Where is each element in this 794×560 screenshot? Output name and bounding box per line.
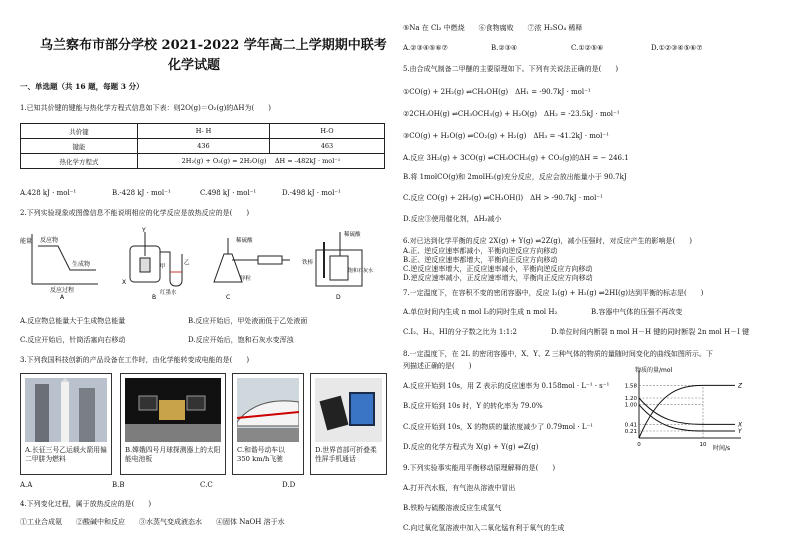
q1-option-b: B.-428 kJ · mol⁻¹ (112, 189, 171, 197)
equation-text: 2H₂(g) + O₂(g) = 2H₂O(g) (181, 157, 267, 165)
q6-option-d: D.逆反应速率减小，正反应速率增大，平衡向正反应方向移动 (403, 274, 593, 282)
table-cell: 热化学方程式 (21, 154, 138, 169)
figure-b-u-tube (122, 227, 190, 300)
q5-eq3: ③CO(g) + H₂O(g) ⇌CO₂(g) + H₂(g) ΔH₃ = -41.2kJ · mol⁻¹ (403, 132, 609, 140)
q2-option-b: B.反应开始后，甲处液面低于乙处液面 (188, 317, 308, 325)
right-column (403, 0, 778, 560)
page-title: 乌兰察布市部分学校 2021-2022 学年高二上学期期中联考 (40, 38, 387, 53)
q3-answer-a: A.A (20, 481, 33, 489)
process-label: 反应过程 (50, 287, 75, 294)
q5-eq1: ①CO(g) + 2H₂(g) ⇌CH₃OH(g) ΔH₁ = -90.7kJ · mol⁻¹ (403, 88, 591, 96)
q4-option-a: A.②③④⑤⑥⑦ (403, 44, 448, 52)
iron-rod-label: 铁棒 (302, 260, 314, 266)
label-jia: 甲 (160, 264, 166, 270)
card-caption: B.嫦娥四号月球探测器上的太阳能电池板 (125, 446, 221, 463)
q4-items-continued: ⑤Na 在 Cl₂ 中燃烧 ⑥食物腐败 ⑦浓 H₂SO₄ 稀释 (403, 24, 583, 32)
q3-answer-c: C.C (200, 481, 213, 489)
series-line-x (639, 398, 735, 424)
q5-eq2: ②2CH₃OH(g) ⇌CH₃OCH₃(g) + H₂O(g) ΔH₂ = -23.5kJ · mol⁻¹ (403, 110, 620, 118)
fig-a-label: A (60, 294, 65, 300)
series-line-y (639, 405, 735, 431)
q9-option-a: A.打开汽水瓶，有气泡从溶液中冒出 (403, 484, 516, 492)
q3-answer-d: D.D (282, 481, 296, 489)
q9-option-b: B.铁粉与硫酸溶液反应生成氢气 (403, 504, 502, 512)
red-ink-label: 红墨水 (160, 290, 177, 296)
q5-option-d: D.反应③使用催化剂，ΔH₃减小 (403, 215, 502, 223)
foldable-phone-image (315, 378, 382, 442)
q7-option-b: B.容器中气体的压强不再改变 (591, 308, 683, 316)
q4-stem: 4.下列变化过程，属于放热反应的是( ) (20, 500, 152, 508)
page-subtitle: 化学试题 (168, 58, 221, 73)
fig-b-label: B (152, 294, 157, 300)
q6-option-c: C.逆反应速率增大，正反应速率减小，平衡向逆反应方向移动 (403, 265, 593, 273)
card-caption: A.长征三号乙运载火箭用偏二甲肼为燃料 (25, 446, 107, 463)
q6-option-b: B.正、逆反应速率都增大，平衡向正反应方向移动 (403, 256, 558, 264)
table-cell-equation (138, 154, 385, 169)
q7-stem: 7.一定温度下，在容积不变的密闭容器中，反应 I₂(g) + H₂(g) ⇌2HI(g)达到平衡的标志是( ) (403, 289, 704, 297)
chart-xlabel: 时间/s (713, 445, 731, 452)
series-label-z: Z (738, 382, 743, 390)
energy-label: 能量 (20, 238, 33, 245)
acid-label-c: 稀硫酸 (236, 238, 253, 244)
table-cell: 共价键 (21, 124, 138, 139)
high-speed-train-image (237, 378, 299, 442)
q8-option-c: C.反应开始到 10s，X 的物质的量浓度减少了 0.79mol · L⁻¹ (403, 423, 593, 431)
y-tick-label: 1.20 (624, 396, 637, 402)
q6-stem: 6.对已达到化学平衡的反应 2X(g) + Y(g) ⇌2Z(g)，减小压强时，对反应产生的影响是( ) (403, 237, 692, 245)
q3-card-b (120, 373, 226, 475)
delta-h-text: ΔH = -482kJ · mol⁻¹ (274, 157, 341, 165)
left-column (10, 0, 385, 560)
q4-option-d: D.①②③④⑤⑥⑦ (651, 44, 703, 52)
fig-c-label: C (226, 294, 231, 300)
table-cell: H-O (270, 124, 385, 139)
q2-stem: 2.下列实验现象或图像信息不能说明相应的化学反应是放热反应的是( ) (20, 209, 250, 217)
q2-option-a: A.反应物总能量大于生成物总能量 (20, 317, 126, 325)
q5-option-b: B.将 1molCO(g)和 2molH₂(g)充分反应，反应会放出能量小于 90.7kJ (403, 173, 627, 181)
acid-label-d: 稀硫酸 (344, 232, 361, 238)
q2-apparatus-figures (18, 224, 383, 300)
q8-stem-line2: 列描述正确的是( ) (403, 362, 472, 370)
lime-water-label: 饱和石灰水 (348, 268, 374, 274)
q7-option-d: D.单位时间内断裂 n mol H－H 键的同时断裂 2n mol H－I 键 (551, 328, 750, 336)
q1-option-a: A.428 kJ · mol⁻¹ (20, 189, 77, 197)
figure-c-syringe (214, 236, 290, 300)
y-tick-label: 1.00 (624, 402, 637, 409)
table-cell: 键能 (21, 139, 138, 154)
bond-energy-table (20, 123, 385, 169)
label-yi: 乙 (184, 260, 190, 266)
section-heading: 一、单选题（共 16 题，每题 3 分） (20, 82, 144, 91)
q3-card-a (20, 373, 112, 475)
q8-stem-line1: 8.一定温度下，在 2L 的密闭容器中，X、Y、Z 三种气体的物质的量随时间变化的曲线如图所示。下 (403, 350, 713, 358)
rocket-image (25, 378, 107, 442)
q9-option-c: C.向过氧化氢溶液中加入二氧化锰有利于氧气的生成 (403, 524, 565, 532)
figure-a-energy-diagram (20, 234, 98, 300)
card-caption: D.世界首部可折叠柔性屏手机通话 (315, 446, 377, 463)
table-cell: 463 (270, 139, 385, 154)
q9-stem: 9.下列实验事实能用平衡移动原理解释的是( ) (403, 464, 556, 472)
series-label-x: X (738, 421, 743, 429)
q7-option-a: A.单位时间内生成 n mol I₂的同时生成 n mol H₂ (403, 308, 558, 316)
lunar-probe-image (125, 378, 221, 442)
q3-card-d (310, 373, 387, 475)
q7-option-c: C.I₂、H₂、HI的分子数之比为 1:1:2 (403, 328, 517, 336)
card-caption: C.和谐号动车以 350 km/h飞驰 (237, 446, 285, 463)
q5-option-a: A.反应 3H₂(g) + 3CO(g) ⇌CH₃OCH₃(g) + CO₂(g)的ΔH = − 246.1 (403, 154, 629, 162)
figure-d-beaker (302, 230, 373, 300)
q6-option-a: A.正、逆反应速率都减小，平衡向逆反应方向移动 (403, 247, 558, 255)
q1-stem: 1.已知共价键的键能与热化学方程式信息如下表：则2O(g)＝O₂(g)的ΔH为( ) (20, 104, 271, 112)
product-label: 生成物 (72, 261, 91, 268)
label-x: X (122, 279, 127, 286)
q2-option-d: D.反应开始后，饱和石灰水变浑浊 (188, 336, 294, 344)
q4-option-c: C.①②⑤⑥ (571, 44, 604, 52)
x-tick-label: 10 (699, 442, 707, 448)
q3-answer-b: B.B (112, 481, 125, 489)
label-y: Y (142, 227, 146, 234)
y-tick-label: 0.21 (624, 429, 637, 435)
fig-d-label: D (336, 294, 341, 300)
q8-chart (609, 364, 749, 452)
chart-ylabel: 物质的量/mol (635, 367, 673, 374)
table-cell: 436 (138, 139, 270, 154)
q8-option-d: D.反应的化学方程式为 X(g) + Y(g) ⇌Z(g) (403, 443, 539, 451)
q3-card-c (232, 373, 304, 475)
reactant-label: 反应物 (40, 237, 59, 244)
q4-items: ①工业合成氨 ②酸碱中和反应 ③水蒸气变成液态水 ④固体 NaOH 溶于水 (20, 518, 285, 526)
x-tick-label: 0 (637, 442, 641, 448)
q8-option-a: A.反应开始到 10s，用 Z 表示的反应速率为 0.158mol · L⁻¹ · s⁻¹ (403, 382, 610, 390)
series-label-y: Y (738, 428, 742, 435)
y-tick-label: 1.58 (624, 383, 637, 390)
q1-option-d: D.-498 kJ · mol⁻¹ (282, 189, 341, 197)
q2-option-c: C.反应开始后，针筒活塞向右移动 (20, 336, 126, 344)
q5-option-c: C.反应 CO(g) + 2H₂(g) ⇌CH₃OH(l) ΔH > -90.7kJ · mol⁻¹ (403, 194, 603, 202)
q8-option-b: B.反应开始到 10s 时，Y 的转化率为 79.0% (403, 402, 543, 410)
q3-stem: 3.下列我国科技创新的产品设备在工作时，由化学能转变成电能的是( ) (20, 356, 250, 364)
zinc-label: 锌粒 (240, 276, 252, 282)
q4-option-b: B.②③④ (491, 44, 518, 52)
q1-option-c: C.498 kJ · mol⁻¹ (200, 189, 257, 197)
q5-stem: 5.由合成气制备二甲醚的主要原理如下。下列有关说法正确的是( ) (403, 65, 619, 73)
y-tick-label: 0.41 (624, 422, 637, 429)
table-cell: H- H (138, 124, 270, 139)
